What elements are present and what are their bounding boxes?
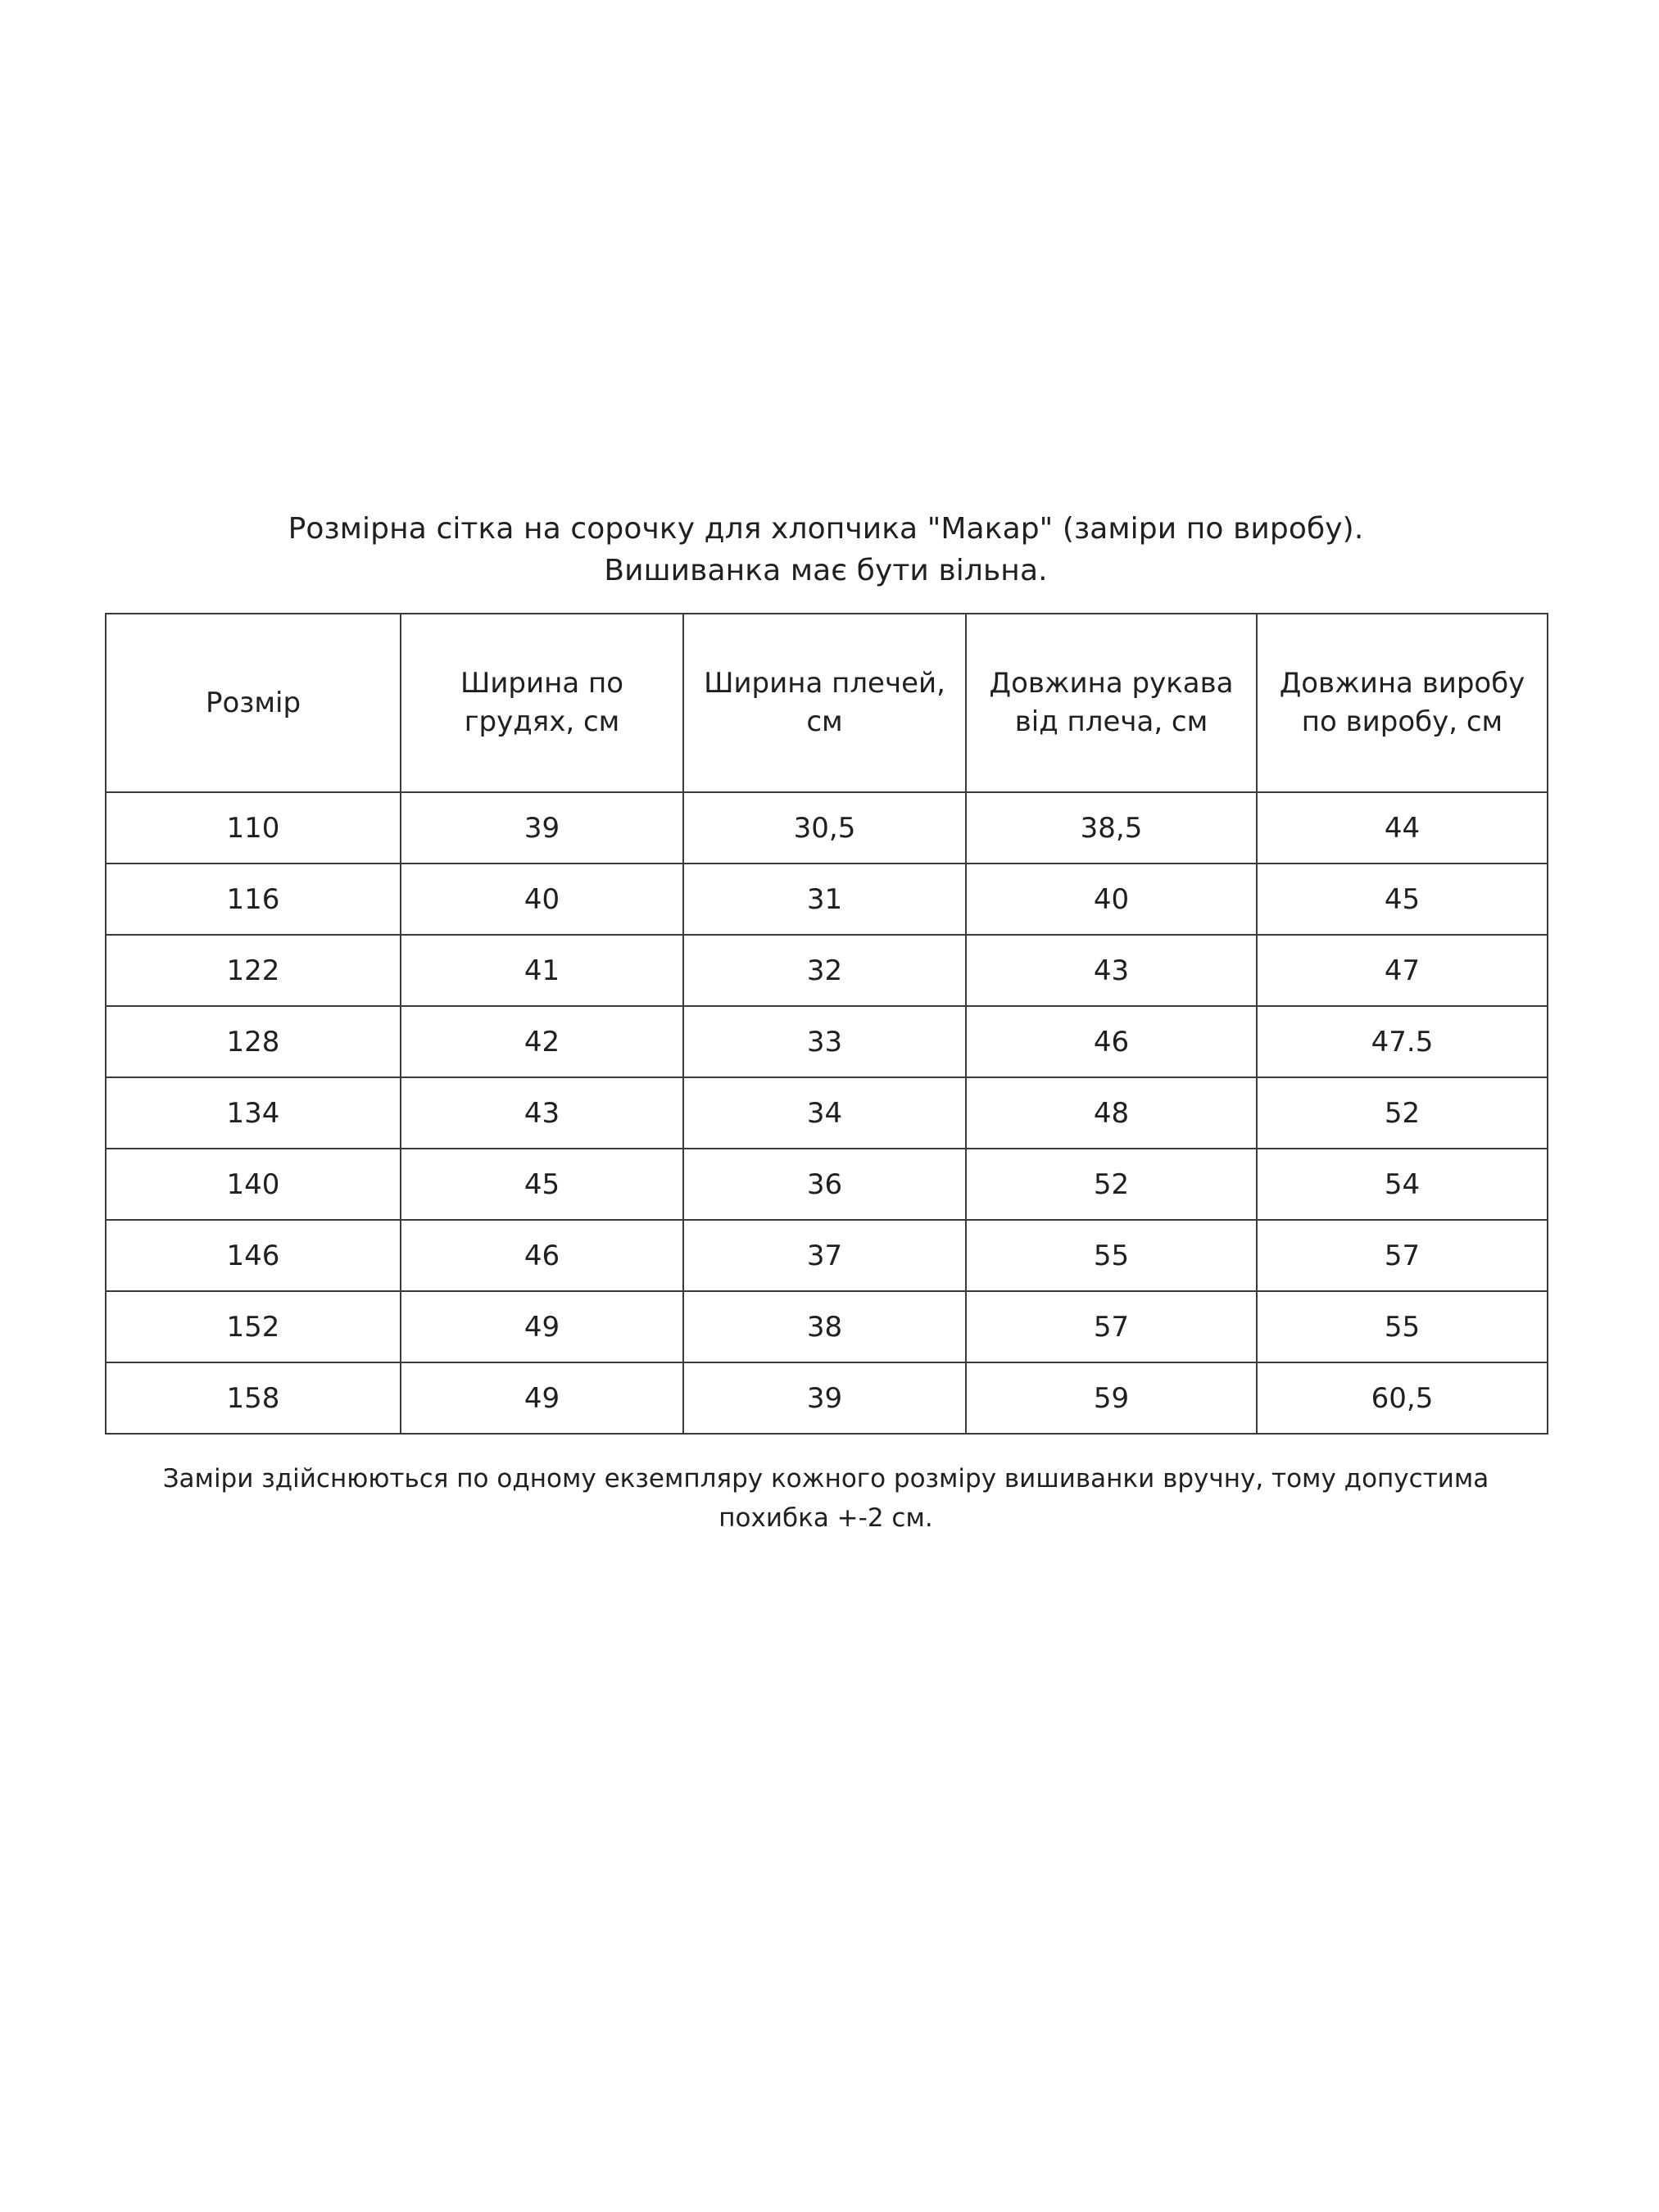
cell-chest-width: 40 xyxy=(401,863,683,935)
disclaimer-line-1: Заміри здійснюються по одному екземпляру кожного розміру вишиванки вручну, тому допустима xyxy=(162,1464,1489,1494)
cell-shoulder-width: 39 xyxy=(683,1362,966,1434)
cell-product-length: 54 xyxy=(1257,1149,1548,1220)
cell-chest-width: 49 xyxy=(401,1362,683,1434)
column-header-chest-width: Ширина по грудях, см xyxy=(401,614,683,792)
cell-shoulder-width: 33 xyxy=(683,1006,966,1077)
cell-product-length: 55 xyxy=(1257,1291,1548,1362)
cell-chest-width: 49 xyxy=(401,1291,683,1362)
cell-sleeve-length: 38,5 xyxy=(966,792,1257,863)
table-header xyxy=(106,614,1548,792)
cell-sleeve-length: 48 xyxy=(966,1077,1257,1149)
page-title xyxy=(105,508,1547,592)
cell-size: 110 xyxy=(106,792,401,863)
table-row xyxy=(106,1077,1548,1149)
document-content xyxy=(105,508,1547,1538)
page-title-line-2: Вишиванка має бути вільна. xyxy=(604,554,1048,588)
cell-sleeve-length: 55 xyxy=(966,1220,1257,1291)
cell-product-length: 47.5 xyxy=(1257,1006,1548,1077)
cell-shoulder-width: 31 xyxy=(683,863,966,935)
cell-product-length: 57 xyxy=(1257,1220,1548,1291)
cell-sleeve-length: 59 xyxy=(966,1362,1257,1434)
table-row xyxy=(106,1149,1548,1220)
cell-shoulder-width: 32 xyxy=(683,935,966,1006)
cell-size: 128 xyxy=(106,1006,401,1077)
cell-size: 152 xyxy=(106,1291,401,1362)
cell-chest-width: 46 xyxy=(401,1220,683,1291)
cell-chest-width: 42 xyxy=(401,1006,683,1077)
cell-sleeve-length: 57 xyxy=(966,1291,1257,1362)
column-header-product-length: Довжина виробу по виробу, см xyxy=(1257,614,1548,792)
cell-size: 158 xyxy=(106,1362,401,1434)
cell-sleeve-length: 40 xyxy=(966,863,1257,935)
cell-product-length: 45 xyxy=(1257,863,1548,935)
column-header-size: Розмір xyxy=(106,614,401,792)
column-header-sleeve-length: Довжина рукава від плеча, см xyxy=(966,614,1257,792)
cell-size: 134 xyxy=(106,1077,401,1149)
table-row xyxy=(106,1362,1548,1434)
cell-sleeve-length: 52 xyxy=(966,1149,1257,1220)
table-header-row xyxy=(106,614,1548,792)
cell-shoulder-width: 30,5 xyxy=(683,792,966,863)
table-row xyxy=(106,1291,1548,1362)
column-header-shoulder-width: Ширина плечей, см xyxy=(683,614,966,792)
cell-shoulder-width: 36 xyxy=(683,1149,966,1220)
cell-shoulder-width: 37 xyxy=(683,1220,966,1291)
cell-size: 146 xyxy=(106,1220,401,1291)
cell-shoulder-width: 34 xyxy=(683,1077,966,1149)
cell-shoulder-width: 38 xyxy=(683,1291,966,1362)
table-row xyxy=(106,863,1548,935)
cell-size: 122 xyxy=(106,935,401,1006)
cell-chest-width: 43 xyxy=(401,1077,683,1149)
cell-product-length: 60,5 xyxy=(1257,1362,1548,1434)
cell-size: 116 xyxy=(106,863,401,935)
cell-sleeve-length: 43 xyxy=(966,935,1257,1006)
page-title-line-1: Розмірна сітка на сорочку для хлопчика "Макар" (заміри по виробу). xyxy=(288,512,1364,546)
table-row xyxy=(106,935,1548,1006)
cell-size: 140 xyxy=(106,1149,401,1220)
cell-product-length: 47 xyxy=(1257,935,1548,1006)
disclaimer-line-2: похибка +-2 см. xyxy=(718,1503,933,1534)
cell-chest-width: 41 xyxy=(401,935,683,1006)
cell-chest-width: 39 xyxy=(401,792,683,863)
table-body xyxy=(106,792,1548,1434)
cell-product-length: 44 xyxy=(1257,792,1548,863)
size-chart-table xyxy=(105,613,1548,1435)
measurement-disclaimer xyxy=(105,1459,1547,1538)
table-row xyxy=(106,1220,1548,1291)
table-row xyxy=(106,792,1548,863)
cell-chest-width: 45 xyxy=(401,1149,683,1220)
cell-product-length: 52 xyxy=(1257,1077,1548,1149)
cell-sleeve-length: 46 xyxy=(966,1006,1257,1077)
table-row xyxy=(106,1006,1548,1077)
